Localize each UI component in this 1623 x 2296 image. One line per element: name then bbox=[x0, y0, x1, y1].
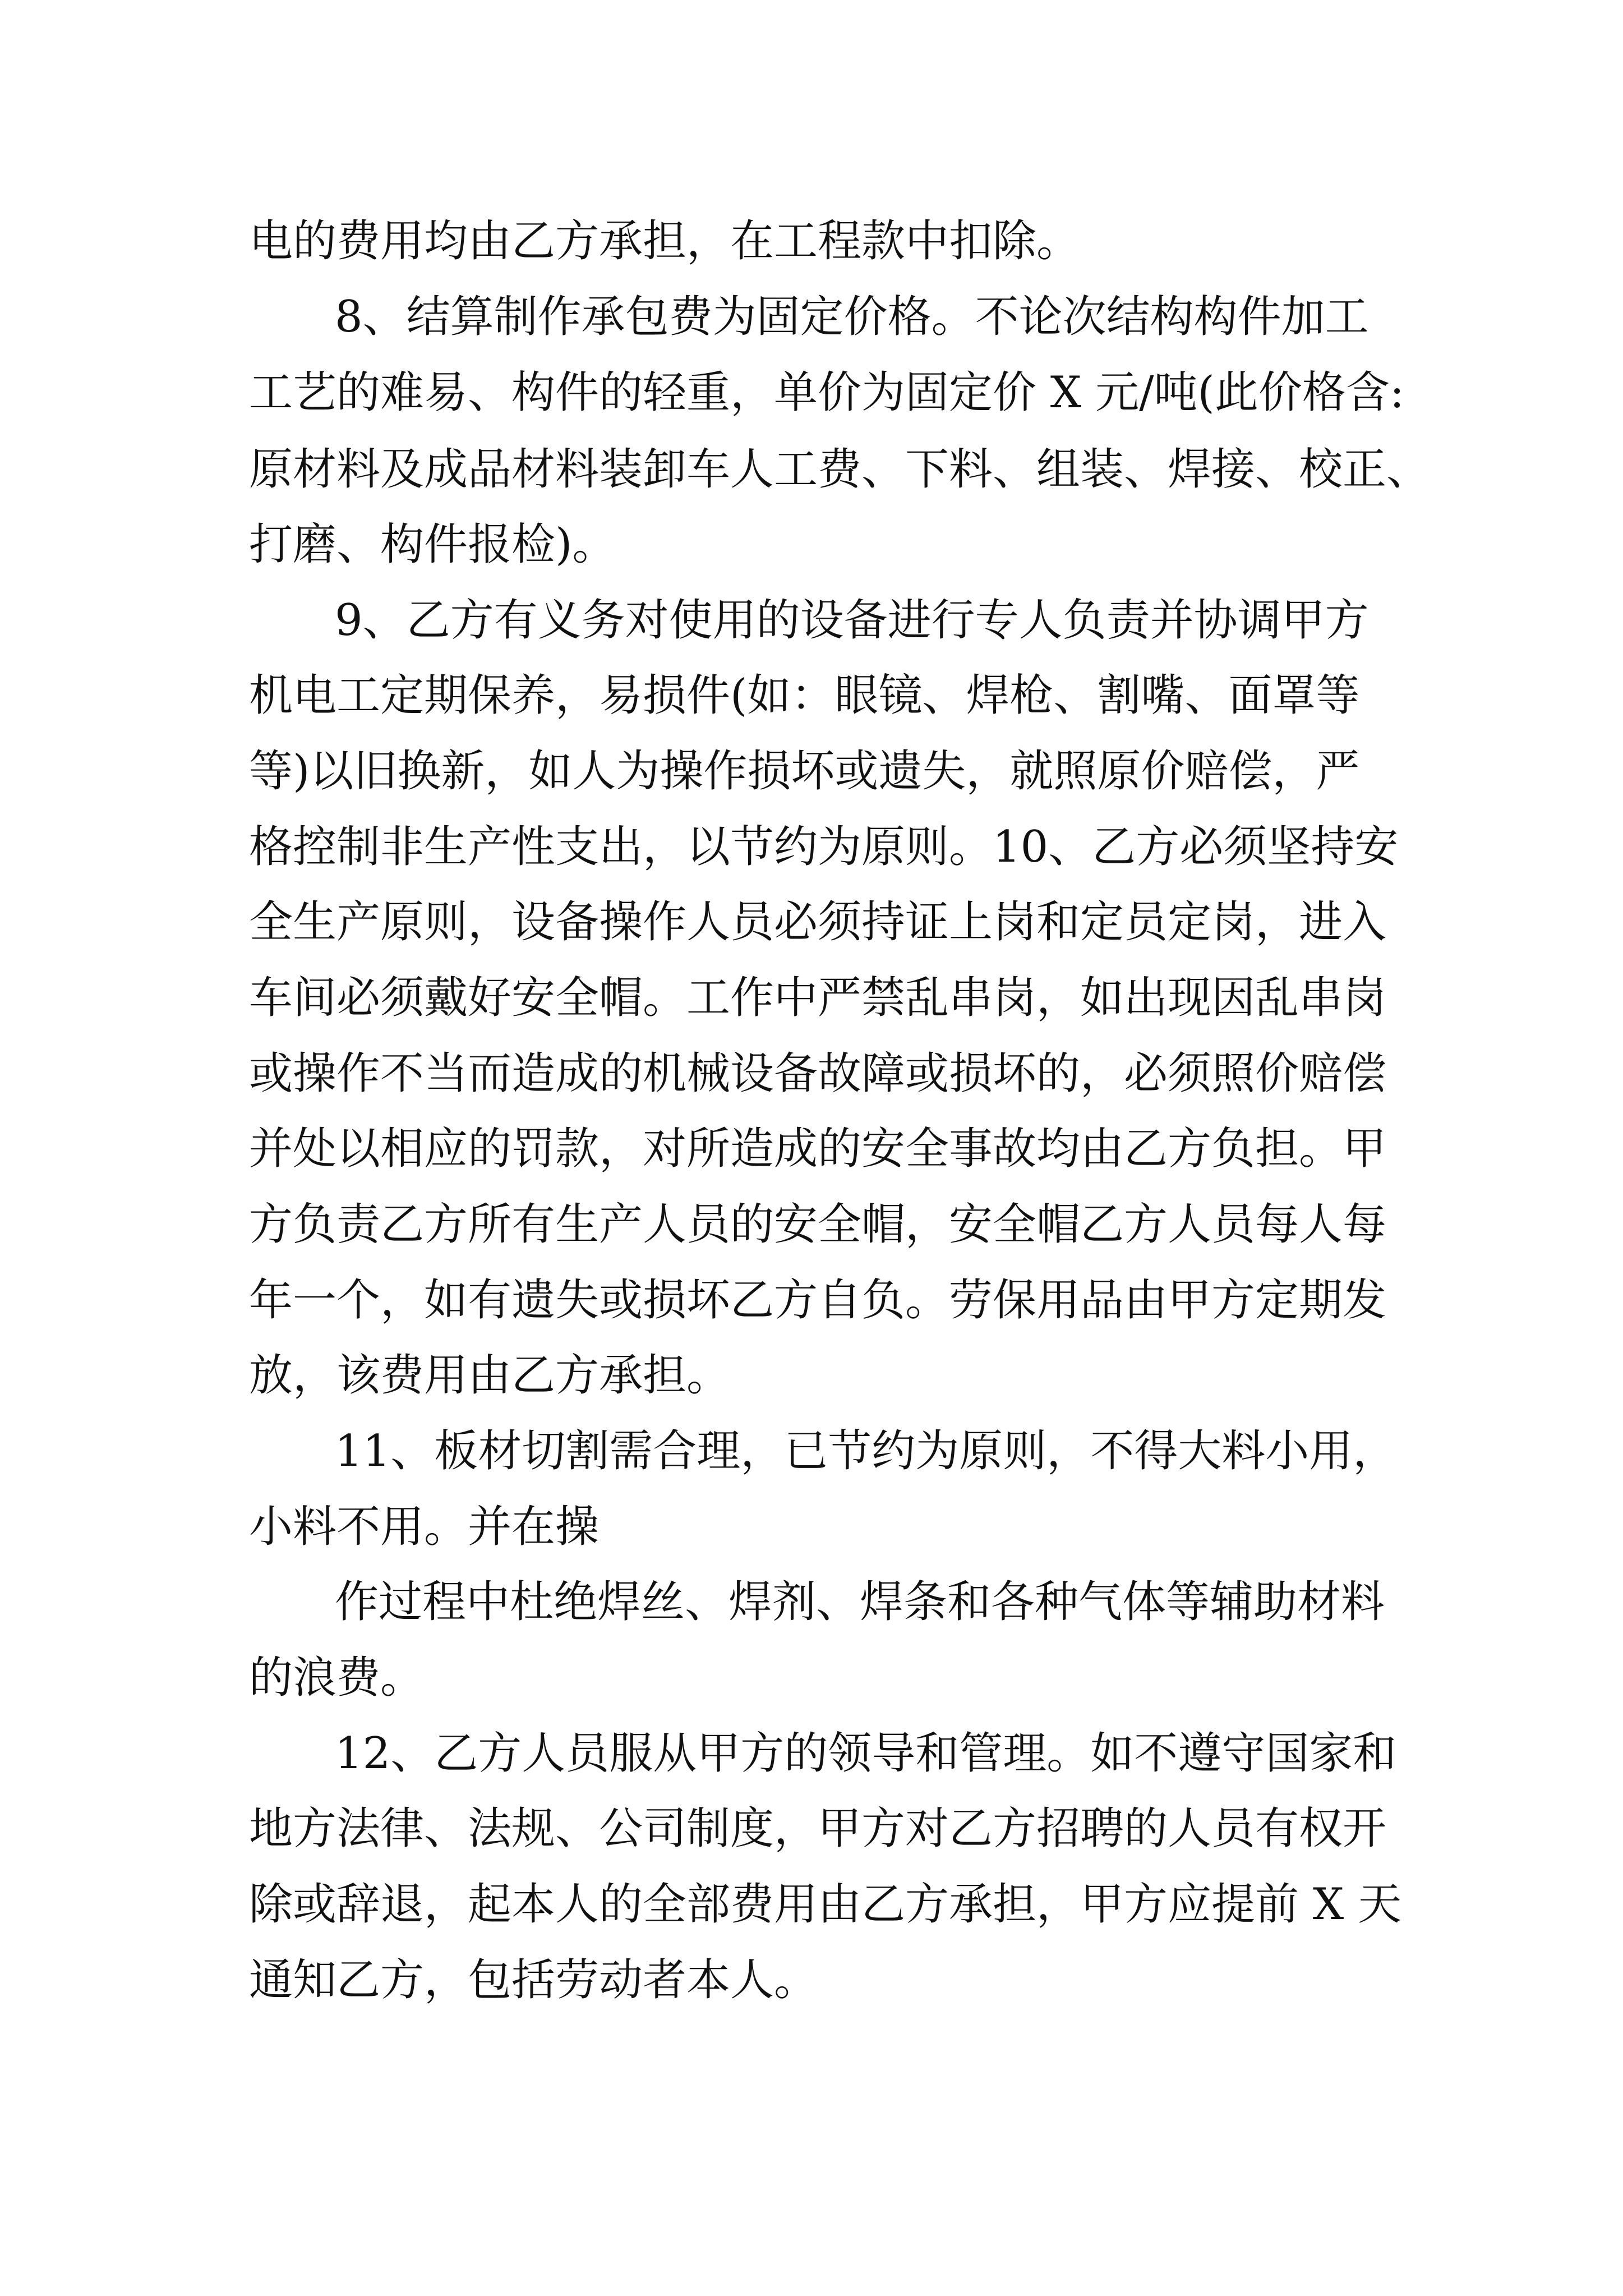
text-line: 的浪费。 bbox=[249, 1653, 425, 1703]
text-line: 8、结算制作承包费为固定价格。不论次结构构件加工 bbox=[335, 292, 1369, 342]
text-line: 工艺的难易、构件的轻重，单价为固定价 X 元/吨(此价格含: bbox=[249, 367, 1405, 418]
text-line: 机电工定期保养，易损件(如：眼镜、焊枪、割嘴、面罩等 bbox=[249, 670, 1360, 721]
text-line: 打磨、构件报检)。 bbox=[249, 519, 616, 570]
text-line: 9、乙方有义务对使用的设备进行专人负责并协调甲方 bbox=[335, 595, 1369, 646]
text-line: 除或辞退，起本人的全部费用由乙方承担，甲方应提前 X 天 bbox=[249, 1879, 1402, 1930]
text-line: 原材料及成品材料装卸车人工费、下料、组装、焊接、校正、 bbox=[249, 444, 1431, 495]
text-line: 放，该费用由乙方承担。 bbox=[249, 1350, 731, 1401]
text-line: 11、板材切割需合理，已节约为原则，不得大料小用， bbox=[335, 1426, 1397, 1476]
text-line: 年一个，如有遗失或损坏乙方自负。劳保用品由甲方定期发 bbox=[249, 1275, 1387, 1326]
text-line: 车间必须戴好安全帽。工作中严禁乱串岗，如出现因乱串岗 bbox=[249, 973, 1387, 1023]
text-line: 小料不用。并在操 bbox=[249, 1502, 600, 1552]
text-line: 地方法律、法规、公司制度，甲方对乙方招聘的人员有权开 bbox=[249, 1803, 1387, 1854]
text-line: 并处以相应的罚款，对所造成的安全事故均由乙方负担。甲 bbox=[249, 1124, 1387, 1174]
text-line: 作过程中杜绝焊丝、焊剂、焊条和各种气体等辅助材料 bbox=[335, 1577, 1385, 1627]
text-line: 方负责乙方所有生产人员的安全帽，安全帽乙方人员每人每 bbox=[249, 1199, 1387, 1250]
text-line: 全生产原则，设备操作人员必须持证上岗和定员定岗，进入 bbox=[249, 897, 1387, 947]
text-line: 电的费用均由乙方承担，在工程款中扣除。 bbox=[249, 216, 1081, 266]
text-line: 12、乙方人员服从甲方的领导和管理。如不遵守国家和 bbox=[335, 1728, 1397, 1779]
text-line: 等)以旧换新，如人为操作损坏或遗失，就照原价赔偿，严 bbox=[249, 746, 1360, 797]
text-line: 格控制非生产性支出，以节约为原则。10、乙方必须坚持安 bbox=[249, 822, 1399, 872]
text-line: 或操作不当而造成的机械设备故障或损坏的，必须照价赔偿 bbox=[249, 1048, 1387, 1099]
text-line: 通知乙方，包括劳动者本人。 bbox=[249, 1955, 818, 2005]
